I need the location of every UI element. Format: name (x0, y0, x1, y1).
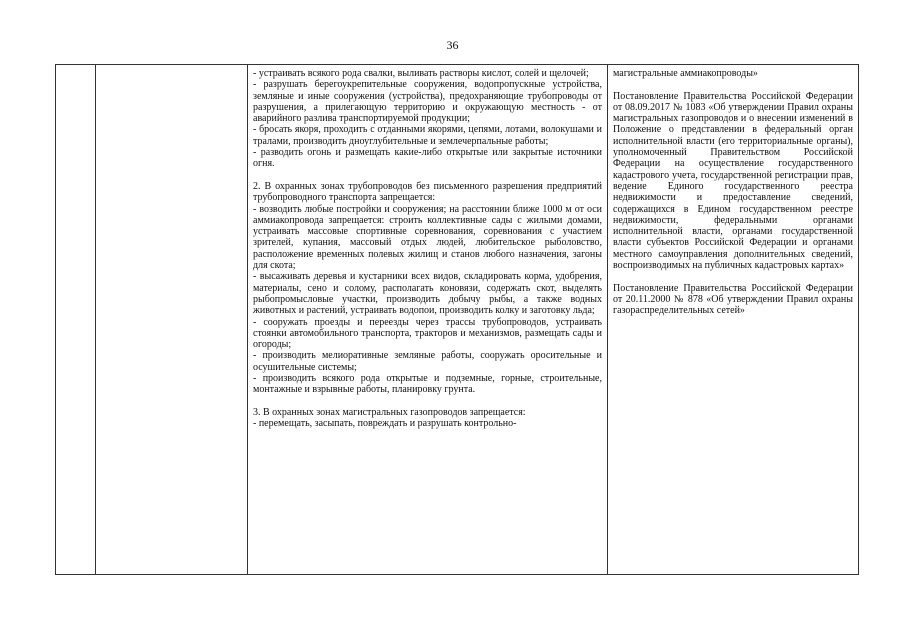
paragraph-gap (613, 79, 853, 90)
page-number: 36 (446, 38, 459, 52)
paragraph: - производить всякого рода открытые и подземные, горные, строительные, монтажные и взрывные работы, планировку грунта. (253, 373, 602, 396)
paragraph: Постановление Правительства Российской Федерации от 08.09.2017 № 1083 «Об утверждении Правил охраны магистральных газопроводов и о внесении изменений в Положение о представлении в федеральный орган исполнительной власти (его территориальные органы), уполномоченный Правительством Российской Федерации на осуществление государственного кадастрового учета, государственной регистрации прав, ведение Единого государственного реестра недвижимости и предоставление сведений, содержащихся в Едином государственном реестре недвижимости, федеральными органами исполнительной власти, органами государственной власти субъектов Российской Федерации и органами местного самоуправления дополнительных сведений, воспроизводимых на публичных кадастровых картах» (613, 90, 853, 272)
paragraph-gap (613, 271, 853, 282)
paragraph: - разводить огонь и размещать какие-либо открытые или закрытые источники огня. (253, 147, 602, 170)
paragraph: Постановление Правительства Российской Федерации от 20.11.2000 № 878 «Об утверждении Правил охраны газораспределительных сетей» (613, 282, 853, 317)
paragraph: - разрушать берегоукрепительные сооружения, водопропускные устройства, земляные и иные сооружения (устройства), предохраняющие трубопроводы от разрушения, а прилегающую территорию и окружающую местность - от аварийного разлива транспортируемой продукции; (253, 79, 602, 125)
paragraph: - высаживать деревья и кустарники всех видов, складировать корма, удобрения, материалы, сено и солому, располагать коновязи, содержать скот, выделять рыбопромысловые участки, производить добычу рыбы, а также водных животных и растений, устраивать водопои, производить колку и заготовку льда; (253, 271, 602, 317)
table-row (56, 65, 859, 575)
cell-number (56, 65, 96, 575)
paragraph: - возводить любые постройки и сооружения; на расстоянии ближе 1000 м от оси аммиакопровода запрещается: строить коллективные сады с жилыми домами, устраивать массовые спортивные соревнования, соревнования с участием зрителей, купания, массовый отдых людей, любительское рыболовство, расположение временных полевых жилищ и станов любого назначения, загоны для скота; (253, 203, 602, 272)
paragraph-gap (253, 396, 602, 407)
paragraph: - перемещать, засыпать, повреждать и разрушать контрольно- (253, 418, 517, 430)
cell-object (96, 65, 248, 575)
paragraph: магистральные аммиакопроводы» (613, 68, 758, 79)
paragraph: - сооружать проезды и переезды через трассы трубопроводов, устраивать стоянки автомобильного транспорта, тракторов и механизмов, размещать сады и огороды; (253, 316, 602, 351)
paragraph-gap (253, 170, 602, 181)
paragraph: - производить мелиоративные земляные работы, сооружать оросительные и осушительные системы; (253, 350, 602, 373)
cell-legal-basis (608, 65, 859, 575)
paragraph: 3. В охранных зонах магистральных газопроводов запрещается: (253, 406, 526, 418)
paragraph: 2. В охранных зонах трубопроводов без письменного разрешения предприятий трубопроводного транспорта запрещается: (253, 180, 602, 204)
cell-restrictions (248, 65, 608, 575)
paragraph: - устраивать всякого рода свалки, выливать растворы кислот, солей и щелочей; (253, 68, 589, 79)
document-table (55, 64, 859, 575)
paragraph: - бросать якоря, проходить с отданными якорями, цепями, лотами, волокушами и тралами, производить дноуглубительные и землечерпальные работы; (253, 124, 602, 147)
